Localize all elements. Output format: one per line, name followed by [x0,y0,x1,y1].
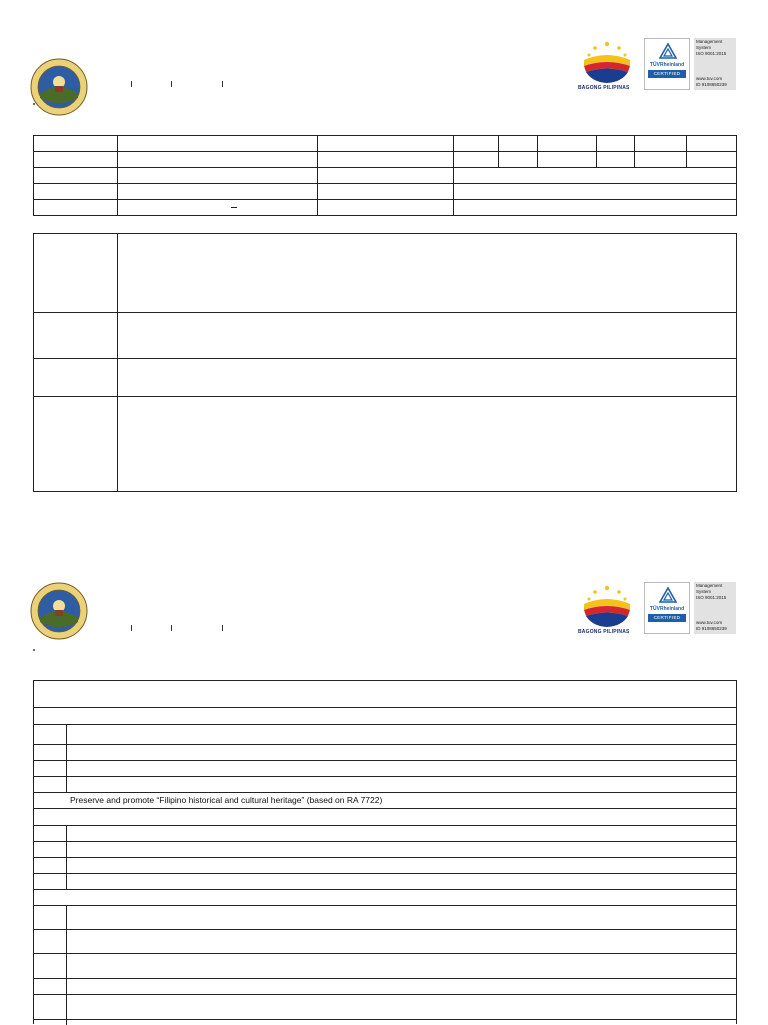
bagong-pilipinas-logo [578,582,636,638]
content-table [33,233,737,492]
info-table [33,135,737,216]
tuv-line2: System [696,45,712,50]
tuv-line3: ISO 9001:2015 [696,51,727,56]
tuv-certification-badge [644,582,736,634]
tuv-line1: Management [696,583,723,588]
university-seal [30,582,88,640]
university-seal [30,58,88,116]
header-mark [222,625,223,631]
tuv-id: ID 9108650239 [696,626,727,631]
tuv-certification-badge [644,38,736,90]
header-dot [33,649,35,651]
header-mark [222,81,223,87]
tuv-site: www.tuv.com [696,76,723,81]
bagong-pilipinas-label: BAGONG PILIPINAS [578,629,630,635]
tuv-certified-label: CERTIFIED [653,71,681,76]
tuv-line1: Management [696,39,723,44]
header-mark [131,81,132,87]
tuv-site: www.tuv.com [696,620,723,625]
tuv-triangle-icon [659,43,677,59]
tuv-brand: TÜVRheinland [650,62,685,68]
tuv-id: ID 9108650239 [696,82,727,87]
header-mark [131,625,132,631]
tuv-triangle-icon [659,587,677,603]
bagong-pilipinas-label: BAGONG PILIPINAS [578,85,630,91]
tuv-line3: ISO 9001:2015 [696,595,727,600]
header-mark [171,625,172,631]
tuv-certified-label: CERTIFIED [653,615,681,620]
bagong-pilipinas-logo [578,38,636,94]
tuv-brand: TÜVRheinland [650,606,685,612]
objectives-table [33,680,737,1024]
header-mark [171,81,172,87]
table-row-heritage: Preserve and promote “Filipino historical and cultural heritage” (based on RA 7722) [70,795,383,805]
tuv-line2: System [696,589,712,594]
header-dot [33,103,35,105]
